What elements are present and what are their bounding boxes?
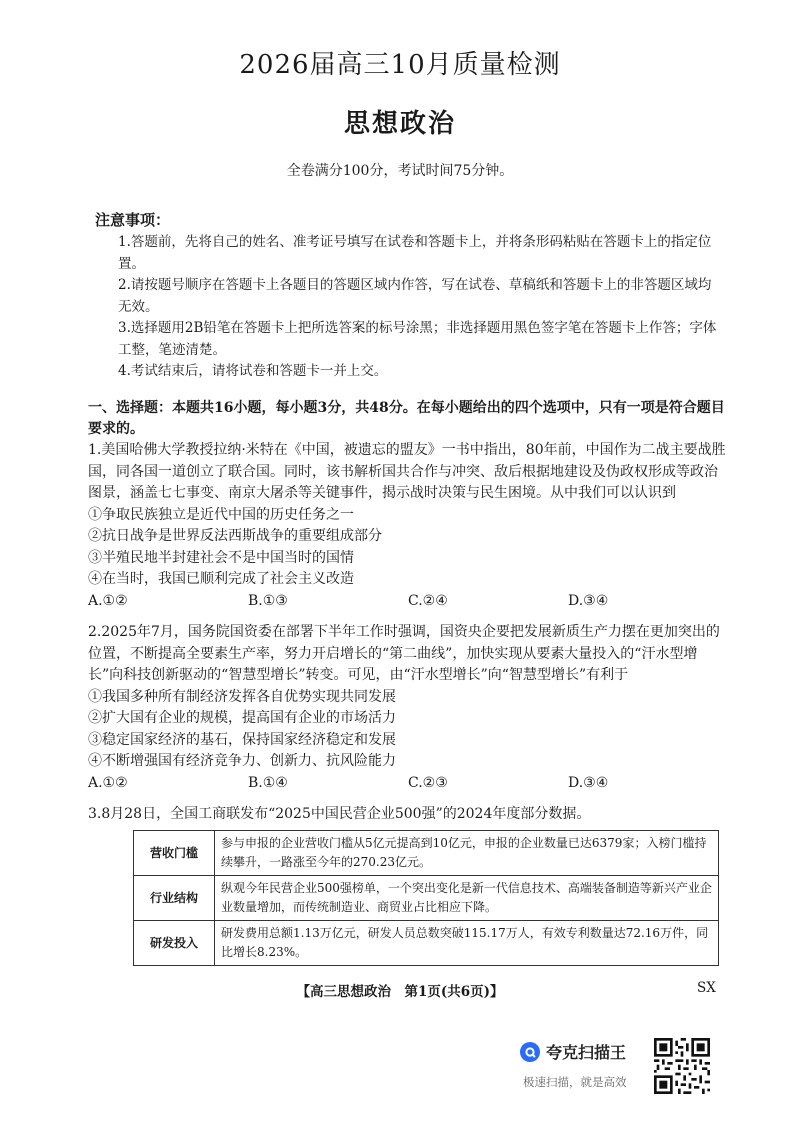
- option-d: D.③④: [568, 774, 609, 791]
- option-b: B.①④: [248, 774, 288, 791]
- row-key: 研发投入: [134, 921, 215, 966]
- option-a: A.①②: [88, 774, 128, 791]
- option-c: C.②③: [408, 774, 448, 791]
- table-row: [134, 876, 719, 921]
- exam-meta: 全卷满分100分，考试时间75分钟。: [286, 163, 514, 179]
- scanner-slogan: 极速扫描，就是高效: [523, 1075, 627, 1089]
- subject-title: 思想政治: [343, 109, 456, 139]
- statement-item: ②抗日战争是世界反法西斯战争的重要组成部分: [88, 528, 382, 544]
- row-value: 纵观今年民营企业500强榜单，一个突出变化是新一代信息技术、高端装备制造等新兴产业企业数量增加，而传统制造业、商贸业占比相应下降。: [215, 876, 719, 921]
- row-value: 参与申报的企业营收门槛从5亿元提高到10亿元，申报的企业数量已达6379家；入榜门槛持续攀升，一路涨至今年的270.23亿元。: [215, 831, 719, 876]
- statement-item: ③稳定国家经济的基石，保持国家经济稳定和发展: [88, 731, 396, 748]
- scanner-app-name: 夸克扫描王: [546, 1043, 627, 1062]
- quark-logo-icon: [520, 1042, 540, 1062]
- question-stem: 1.美国哈佛大学教授拉纳·米特在《中国，被遗忘的盟友》一书中指出，80年前，中国作为二战主要战胜国，同各国一道创立了联合国。同时，该书解析国共合作与冲突、敌后根据地建设及伪政权形成等政治图景，涵盖七七事变、南京大屠杀等关键事件，揭示战时决策与民生困境。从中我们可以认识到: [88, 442, 726, 501]
- row-key: 营收门槛: [134, 831, 215, 876]
- question-stem: 2.2025年7月，国务院国资委在部署下半年工作时强调，国资央企要把发展新质生产力摆在更加突出的位置，不断提高全要素生产率，努力开启增长的“第二曲线”，加快实现从要素大量投入的“汗水型增长”向科技创新驱动的“智慧型增长”转变。可见，由“汗水型增长”向“智慧型增长”有利于: [88, 624, 720, 683]
- exam-title: 2026届高三10月质量检测: [239, 50, 561, 80]
- answer-options: [88, 773, 728, 794]
- page-footer: 【高三思想政治 第1页(共6页)】: [296, 984, 504, 1000]
- question-stem: 3.8月28日，全国工商联发布“2025中国民营企业500强”的2024年度部分数据。: [88, 806, 591, 822]
- option-c: C.②④: [408, 592, 448, 609]
- option-b: B.①③: [248, 592, 288, 609]
- option-a: A.①②: [88, 592, 128, 609]
- table-row: [134, 831, 719, 876]
- statement-item: ①争取民族独立是近代中国的历史任务之一: [88, 506, 354, 523]
- section-one-heading: 一、选择题：本题共16小题，每小题3分，共48分。在每小题给出的四个选项中，只有一项是符合题目要求的。: [88, 400, 725, 437]
- question-2: [88, 622, 728, 794]
- table-row: [134, 921, 719, 966]
- note-item: 1.答题前，先将自己的姓名、准考证号填写在试卷和答题卡上，并将条形码粘贴在答题卡上的指定位置。: [118, 234, 712, 272]
- row-value: 研发费用总额1.13万亿元，研发人员总数突破115.17万人，有效专利数量达72.16万件，同比增长8.23%。: [215, 921, 719, 966]
- statement-item: ③半殖民地半封建社会不是中国当时的国情: [88, 549, 354, 566]
- statement-item: ④在当时，我国已顺利完成了社会主义改造: [88, 571, 354, 587]
- note-item: 4.考试结束后，请将试卷和答题卡一并上交。: [118, 363, 388, 379]
- question-1: [88, 440, 728, 612]
- qr-code-icon: [654, 1038, 710, 1094]
- notes-list: [118, 232, 723, 383]
- notes-heading: 注意事项：: [95, 211, 171, 229]
- subject-code: SX: [697, 980, 716, 996]
- note-item: 2.请按题号顺序在答题卡上各题目的答题区域内作答，写在试卷、草稿纸和答题卡上的非答题区域均无效。: [118, 277, 712, 315]
- question-3: [88, 804, 728, 826]
- note-item: 3.选择题用2B铅笔在答题卡上把所选答案的标号涂黑；非选择题用黑色签字笔在答题卡上作答；字体工整，笔迹清楚。: [118, 320, 717, 358]
- statement-item: ④不断增强国有经济竞争力、创新力、抗风险能力: [88, 753, 396, 769]
- row-key: 行业结构: [134, 876, 215, 921]
- enterprise-data-table: [133, 830, 719, 966]
- statement-item: ①我国多种所有制经济发挥各自优势实现共同发展: [88, 688, 396, 705]
- answer-options: [88, 591, 728, 612]
- scanner-watermark: [520, 1040, 626, 1063]
- option-d: D.③④: [568, 592, 609, 609]
- statement-item: ②扩大国有企业的规模，提高国有企业的市场活力: [88, 710, 396, 726]
